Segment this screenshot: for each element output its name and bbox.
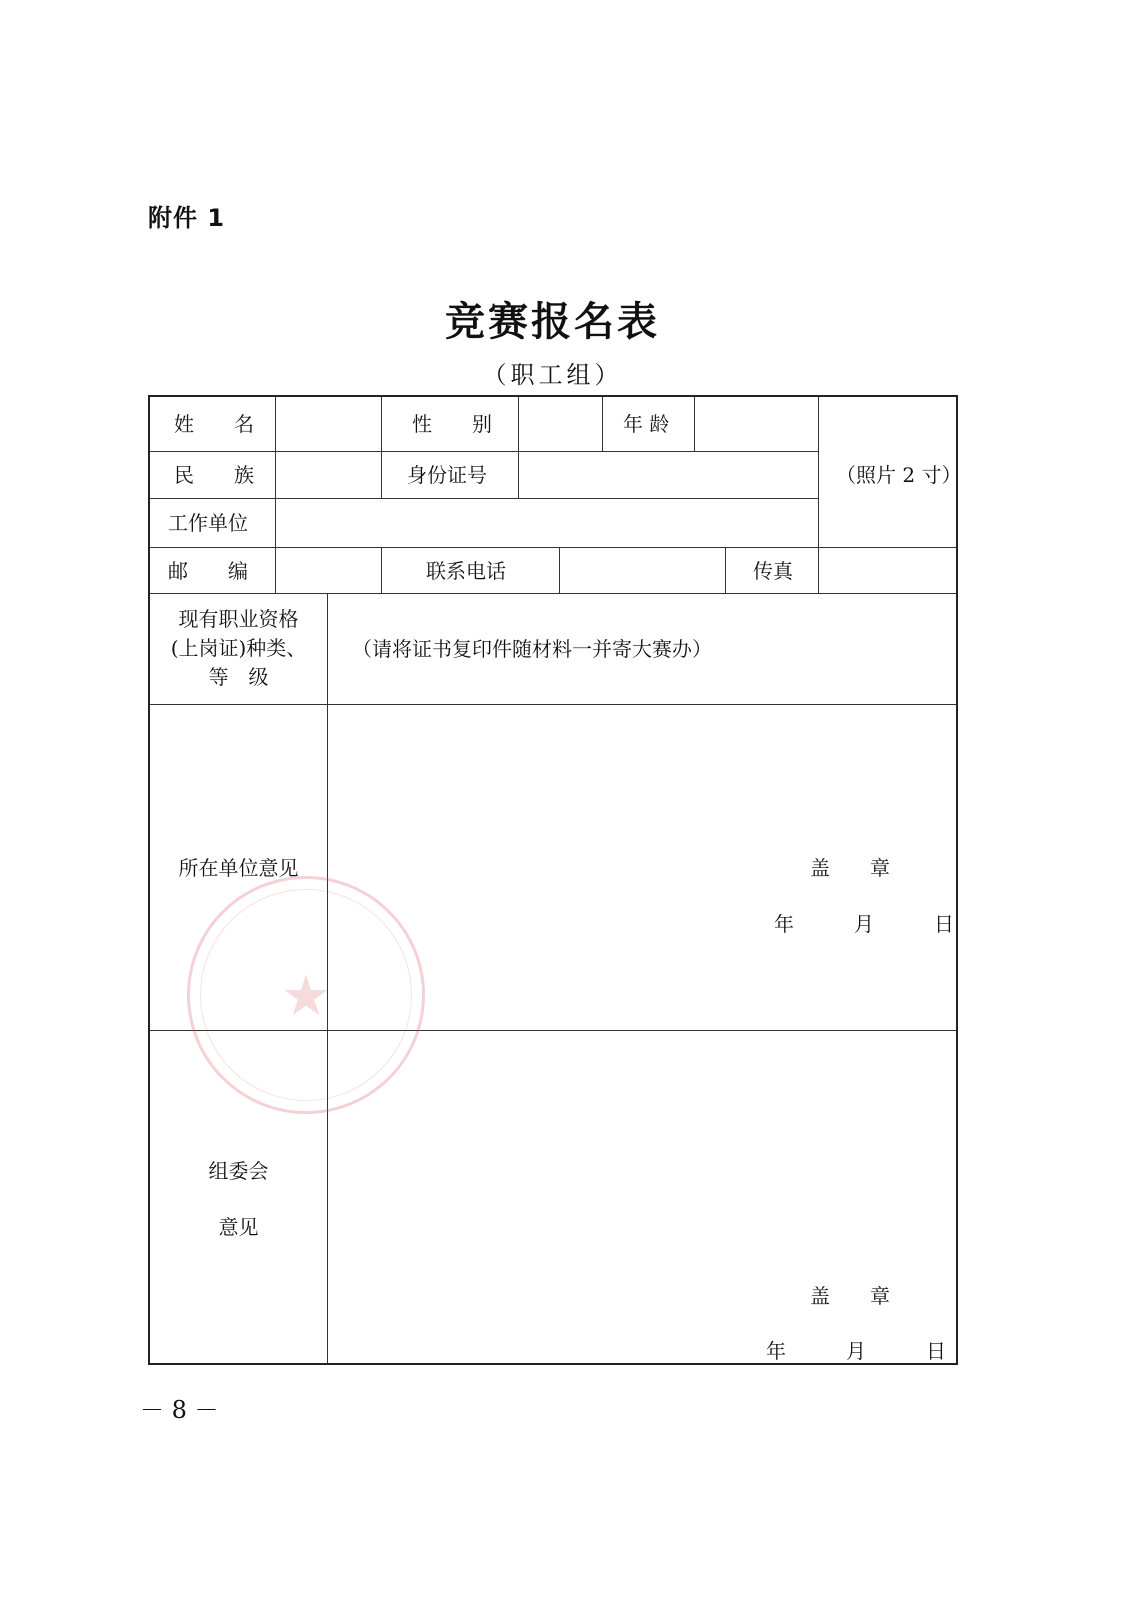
row-divider (150, 704, 956, 705)
phone-label: 联系电话 (426, 559, 506, 583)
work-unit-label: 工作单位 (168, 511, 248, 535)
qualification-label-line2: (上岗证)种类、 (170, 636, 307, 660)
committee-seal-label: 盖 章 (810, 1284, 890, 1308)
unit-seal-label: 盖 章 (810, 856, 890, 880)
qualification-label-line1: 现有职业资格 (178, 607, 299, 631)
column-divider (818, 397, 819, 593)
committee-date-label: 年 月 日 (766, 1339, 946, 1363)
column-divider (327, 593, 328, 1363)
column-divider (381, 547, 382, 593)
ethnicity-label: 民 族 (174, 463, 254, 487)
column-divider (381, 397, 382, 498)
row-divider (150, 498, 818, 499)
column-divider (559, 547, 560, 593)
qualification-label-line3: 等 级 (208, 665, 269, 689)
gender-label: 性 别 (412, 412, 492, 436)
column-divider (518, 397, 519, 498)
age-label: 年 龄 (623, 412, 670, 436)
attachment-label: 附件 1 (148, 204, 226, 232)
row-divider (150, 451, 818, 452)
unit-date-label: 年 月 日 (774, 912, 954, 936)
registration-form-table (148, 395, 962, 1365)
form-title: 竞赛报名表 (445, 298, 660, 345)
row-divider (150, 547, 956, 548)
fax-label: 传真 (753, 559, 793, 583)
postcode-label: 邮 编 (168, 559, 248, 583)
id-number-label: 身份证号 (407, 463, 487, 487)
form-subtitle: （职工组） (482, 361, 623, 389)
column-divider (725, 547, 726, 593)
column-divider (694, 397, 695, 451)
page-number: － 8 － (140, 1396, 219, 1424)
committee-label-line1: 组委会 (208, 1159, 269, 1183)
column-divider (602, 397, 603, 451)
row-divider (150, 593, 956, 594)
qualification-note: （请将证书复印件随材料一并寄大赛办） (352, 637, 712, 661)
photo-placeholder: （照片 2 寸） (836, 463, 962, 487)
committee-label-line2: 意见 (218, 1215, 259, 1239)
column-divider (275, 397, 276, 593)
name-label: 姓 名 (174, 412, 254, 436)
row-divider (150, 1030, 956, 1031)
unit-opinion-label: 所在单位意见 (178, 856, 299, 880)
seal-star-icon: ★ (280, 964, 332, 1029)
